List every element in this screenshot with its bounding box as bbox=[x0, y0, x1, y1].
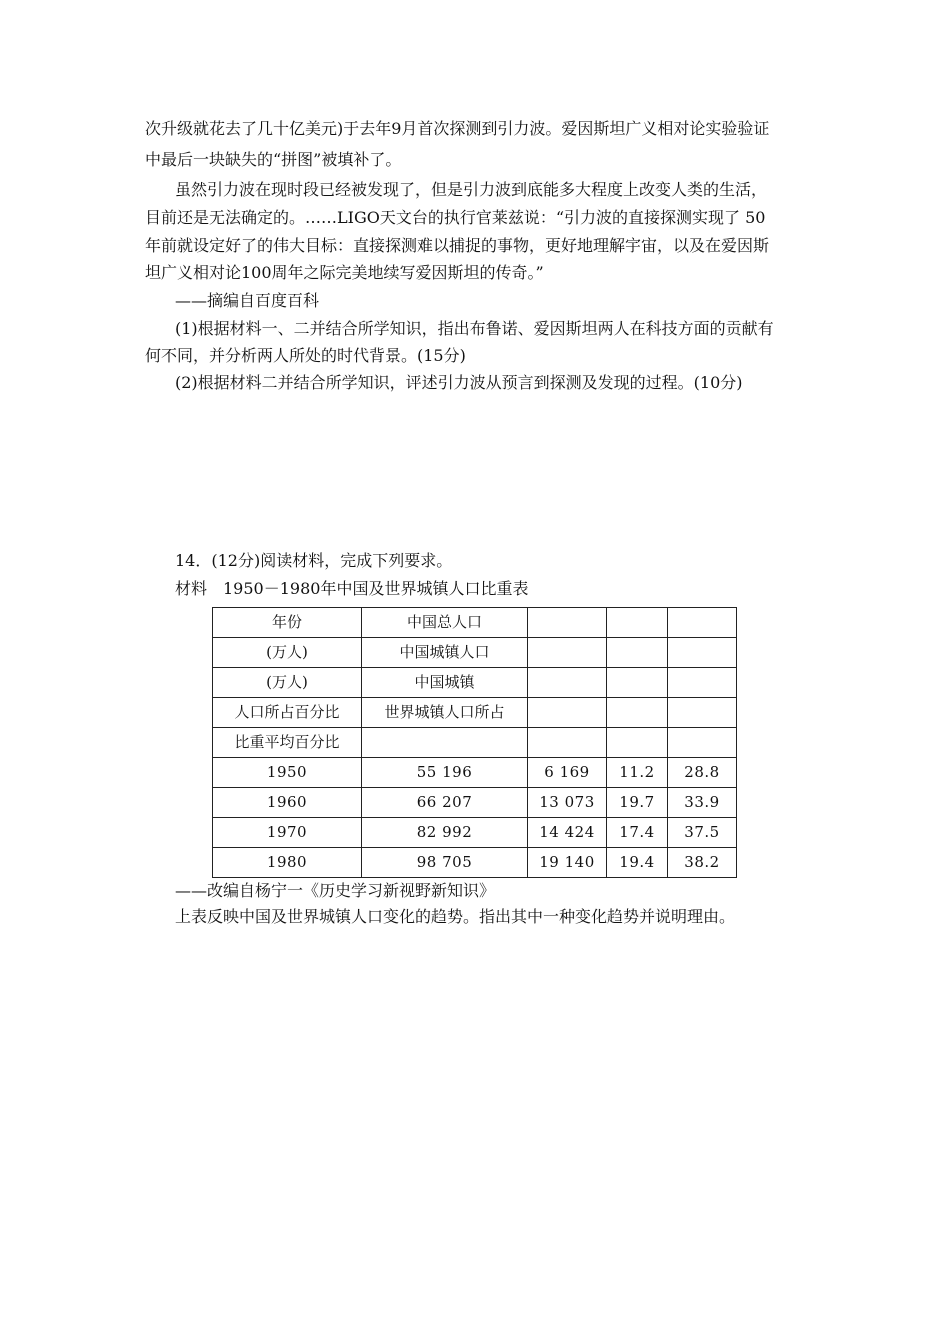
table-header-row bbox=[213, 728, 737, 758]
table-cell: 14 424 bbox=[528, 818, 607, 848]
passage-line: 虽然引力波在现时段已经被发现了，但是引力波到底能多大程度上改变人类的生活， bbox=[175, 180, 768, 199]
question-2: (2)根据材料二并结合所学知识，评述引力波从预言到探测及发现的过程。(10分) bbox=[175, 373, 743, 392]
table-cell: (万人) bbox=[213, 668, 362, 698]
table-cell: 中国城镇人口 bbox=[362, 638, 528, 668]
table-cell: 55 196 bbox=[362, 758, 528, 788]
table-cell: 19.7 bbox=[607, 788, 668, 818]
table-cell bbox=[528, 728, 607, 758]
table-cell bbox=[668, 668, 737, 698]
material-title: 材料 1950－1980年中国及世界城镇人口比重表 bbox=[175, 579, 529, 598]
table-cell: 82 992 bbox=[362, 818, 528, 848]
table-cell: 1980 bbox=[213, 848, 362, 878]
table-cell bbox=[668, 638, 737, 668]
passage-line: 中最后一块缺失的“拼图”被填补了。 bbox=[145, 150, 402, 169]
passage-line: 年前就设定好了的伟大目标：直接探测难以捕捉的事物，更好地理解宇宙，以及在爱因斯 bbox=[145, 236, 770, 255]
table-cell: 1960 bbox=[213, 788, 362, 818]
table-cell: 中国城镇 bbox=[362, 668, 528, 698]
table-cell: 13 073 bbox=[528, 788, 607, 818]
population-table bbox=[212, 607, 737, 878]
table-cell: 1950 bbox=[213, 758, 362, 788]
table-cell: 28.8 bbox=[668, 758, 737, 788]
table-header-row bbox=[213, 608, 737, 638]
table-row bbox=[213, 848, 737, 878]
passage-line: 坦广义相对论100周年之际完美地续写爱因斯坦的传奇。” bbox=[145, 263, 544, 282]
table-cell bbox=[607, 608, 668, 638]
passage-line: 目前还是无法确定的。……LIGO天文台的执行官莱兹说：“引力波的直接探测实现了 50 bbox=[145, 208, 766, 227]
table-cell: 66 207 bbox=[362, 788, 528, 818]
table-cell bbox=[528, 608, 607, 638]
table-cell: 33.9 bbox=[668, 788, 737, 818]
table-cell bbox=[668, 698, 737, 728]
table-header-row bbox=[213, 698, 737, 728]
table-cell: 17.4 bbox=[607, 818, 668, 848]
table-cell bbox=[668, 728, 737, 758]
table-header-row bbox=[213, 638, 737, 668]
table-cell: 年份 bbox=[213, 608, 362, 638]
question-14-heading: 14．(12分)阅读材料，完成下列要求。 bbox=[175, 551, 453, 570]
table-cell: (万人) bbox=[213, 638, 362, 668]
source-citation: ——摘编自百度百科 bbox=[175, 291, 320, 310]
table-cell: 98 705 bbox=[362, 848, 528, 878]
table-cell bbox=[528, 698, 607, 728]
question-1: (1)根据材料一、二并结合所学知识，指出布鲁诺、爱因斯坦两人在科技方面的贡献有 bbox=[175, 319, 774, 338]
table-header-row bbox=[213, 668, 737, 698]
table-cell: 世界城镇人口所占 bbox=[362, 698, 528, 728]
table-source: ——改编自杨宁一《历史学习新视野新知识》 bbox=[175, 881, 496, 900]
table-cell bbox=[607, 638, 668, 668]
table-cell: 比重平均百分比 bbox=[213, 728, 362, 758]
table-cell bbox=[607, 698, 668, 728]
table-cell: 人口所占百分比 bbox=[213, 698, 362, 728]
table-row bbox=[213, 758, 737, 788]
table-cell: 19.4 bbox=[607, 848, 668, 878]
table-cell: 中国总人口 bbox=[362, 608, 528, 638]
table-cell bbox=[607, 668, 668, 698]
table-cell: 19 140 bbox=[528, 848, 607, 878]
question-14: 上表反映中国及世界城镇人口变化的趋势。指出其中一种变化趋势并说明理由。 bbox=[175, 907, 736, 926]
table-cell: 38.2 bbox=[668, 848, 737, 878]
table-cell bbox=[528, 638, 607, 668]
table-cell bbox=[528, 668, 607, 698]
table-cell bbox=[668, 608, 737, 638]
table-cell: 1970 bbox=[213, 818, 362, 848]
question-1-cont: 何不同，并分析两人所处的时代背景。(15分) bbox=[145, 346, 466, 365]
table-cell: 37.5 bbox=[668, 818, 737, 848]
table-cell bbox=[607, 728, 668, 758]
table-row bbox=[213, 788, 737, 818]
table-cell bbox=[362, 728, 528, 758]
table-cell: 6 169 bbox=[528, 758, 607, 788]
passage-line: 次升级就花去了几十亿美元)于去年9月首次探测到引力波。爱因斯坦广义相对论实验验证 bbox=[145, 119, 770, 138]
table-cell: 11.2 bbox=[607, 758, 668, 788]
table-row bbox=[213, 818, 737, 848]
